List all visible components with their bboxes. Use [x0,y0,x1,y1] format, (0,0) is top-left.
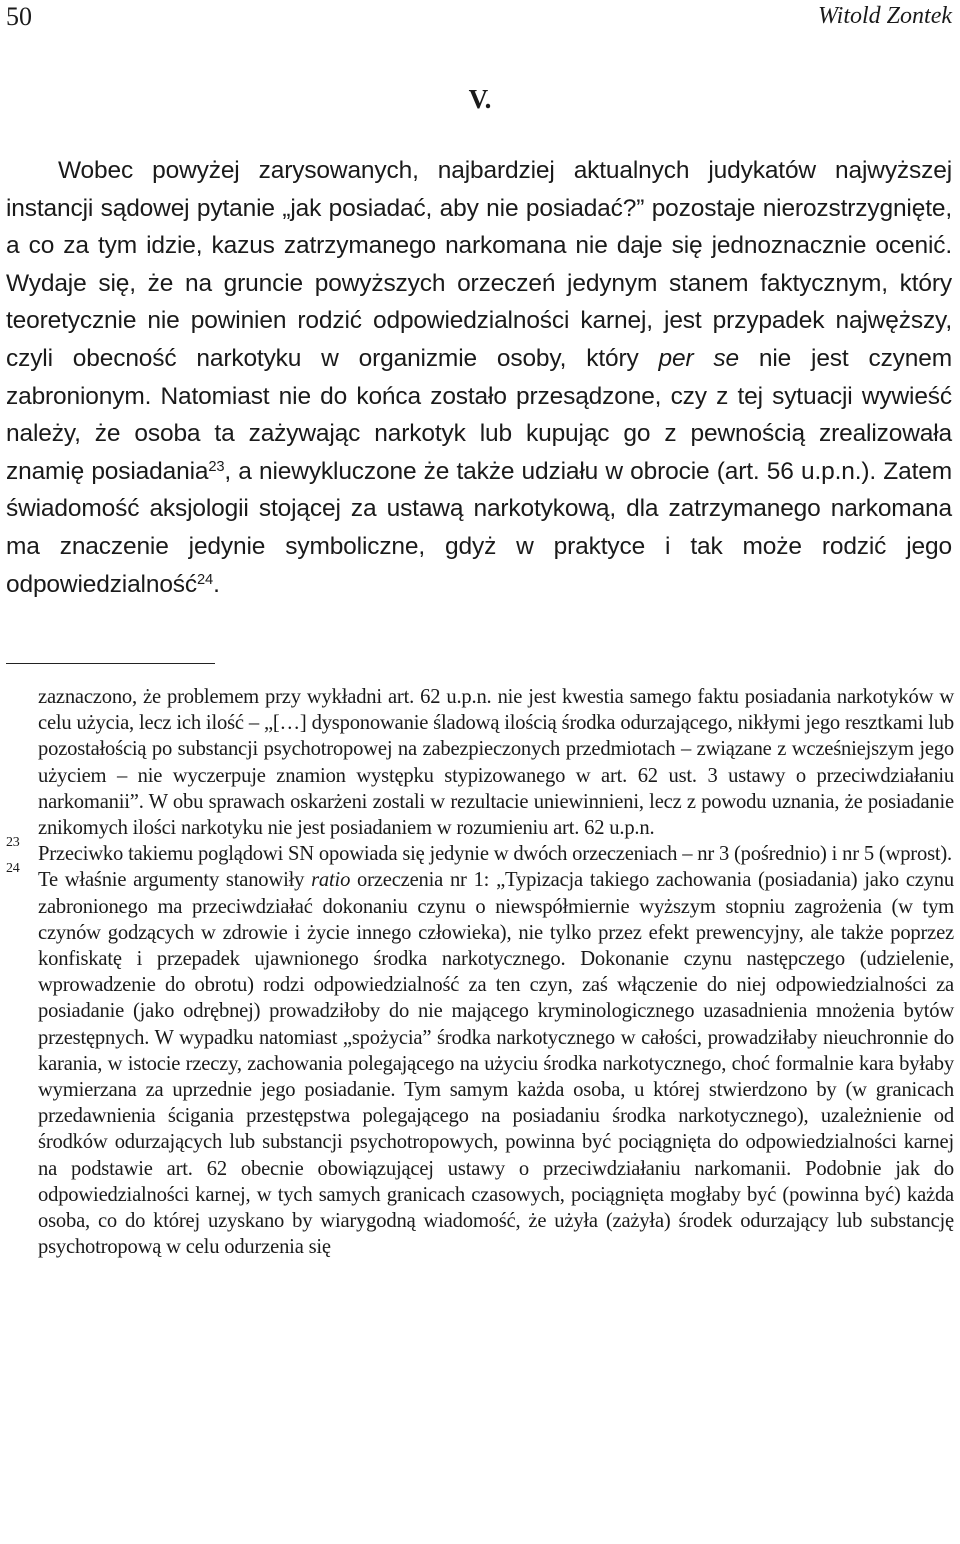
footnote-continued [6,684,954,841]
footnote-23 [6,835,954,867]
footnote-text: orzeczenia nr 1: „Typizacja takiego zachowania (posiadania) jako czynu zabronionego ma przeciwdziałać dokonaniu czynu o niewspółmiernie wyższym stopniu zagrożenia (w tym czynów godzących w zdrowie i życie innego człowieka), nie tylko przez efekt prewencyjny, ale także poprzez konfiskatę i przepadek ujawnionego środka narkotycznego. Dokonanie czynu następczego (udzielenie, wprowadzenie do obrotu) rodzi odpowiedzialność za ten czyn, zaś włączenie do niej odpowiedzialności za posiadanie (jako odrębnej) prowadziłoby do nie mającego kryminologicznego uzasadnienia mnożenia bytów przestępnych. W wypadku natomiast „spożycia” środka narkotycznego w całości, prowadziłaby nieuchronnie do karania, w istocie rzeczy, zachowania polegającego na użyciu środka narkotycznego, choć formalnie kara byłaby wymierzana za uprzednie jego posiadanie. Tym samym każda osoba, u której stwierdzono by (w granicach przedawnienia ścigania przestępstwa polegającego na posiadaniu środka narkotycznego), uzależnienie od środków odurzających lub substancji psychotropowych, powinna być pociągnięta do odpowiedzialności karnej na podstawie art. 62 obecnie obowiązującej ustawy o przeciwdziałaniu narkomanii. Podobnie jak do odpowiedzialności karnej, w tych samych granicach czasowych, pociągnięta mogłaby być (powinna być) każda osoba, co do której uzyskano by wiarygodną wiadomość, że użyła (zażyła) środek odurzający lub substancję psychotropową w celu odurzenia się [38,869,954,1259]
running-header [6,0,952,34]
footnote-ref-23[interactable]: 23 [208,458,225,475]
footnote-text: Przeciwko takiemu poglądowi SN opowiada się jedynie w dwóch orzeczeniach – nr 3 (pośrednio) i nr 5 (wprost). [38,843,953,866]
body-text-run: , a niewykluczone że także udziału w obrocie (art. 56 u.p.n.). Zatem świadomość aksjologii stojącej za ustawą narkotykową, dla zatrzymanego narkomana ma znaczenie jedynie symboliczne, gdyż w praktyce i tak może rodzić jego odpowiedzialność [6,457,952,598]
latin-phrase: per se [658,344,739,372]
footnote-number: 24 [6,861,20,877]
body-text-run: . [213,570,220,598]
running-head-author: Witold Zontek [818,3,952,29]
footnote-24 [6,861,954,1260]
body-paragraph [6,152,952,603]
footnote-number: 23 [6,835,20,851]
latin-phrase: ratio [311,869,351,892]
page-number: 50 [6,2,32,31]
section-title: V. [468,84,492,114]
footnote-separator [6,663,215,664]
body-text-run: nie jest czynem zabronionym. Natomiast nie do końca zostało przesądzone, czy z tej sytuacji wywieść należy, że osoba ta zażywając narkotyk lub kupując go z pewnością zrealizowała znamię posiadania [6,344,952,485]
body-text-run: Wobec powyżej zarysowanych, najbardziej aktualnych judykatów najwyższej instancji sądowej pytanie „jak posiadać, aby nie posiadać?” pozostaje nierozstrzygnięte, a co za tym idzie, kazus zatrzymanego narkomana nie daje się jednoznacznie ocenić. Wydaje się, że na gruncie powyższych orzeczeń jedynym stanem faktycznym, który teoretycznie nie powinien rodzić odpowiedzialności karnej, jest przypadek najwęższy, czyli obecność narkotyku w organizmie osoby, który [6,157,952,372]
footnote-text: Te właśnie argumenty stanowiły [38,869,312,892]
footnotes [6,684,954,1260]
footnote-ref-24[interactable]: 24 [197,571,214,588]
footnote-text: zaznaczono, że problemem przy wykładni art. 62 u.p.n. nie jest kwestia samego faktu posiadania narkotyków w celu użycia, lecz ich ilość – „[…] dysponowanie śladową ilością środka odurzającego, nikłymi jego resztkami lub pozostałością po substancji psychotropowej na zabezpieczonych przedmiotach – związane z wcześniejszym jego użyciem – nie wyczerpuje znamion występku stypizowanego w art. 62 ust. 3 ustawy o przeciwdziałaniu narkomanii”. W obu sprawach oskarżeni zostali w rezultacie uniewinnieni, lecz z powodu uznania, że posiadanie znikomych ilości narkotyku nie jest posiadaniem w rozumieniu art. 62 u.p.n. [38,686,954,840]
